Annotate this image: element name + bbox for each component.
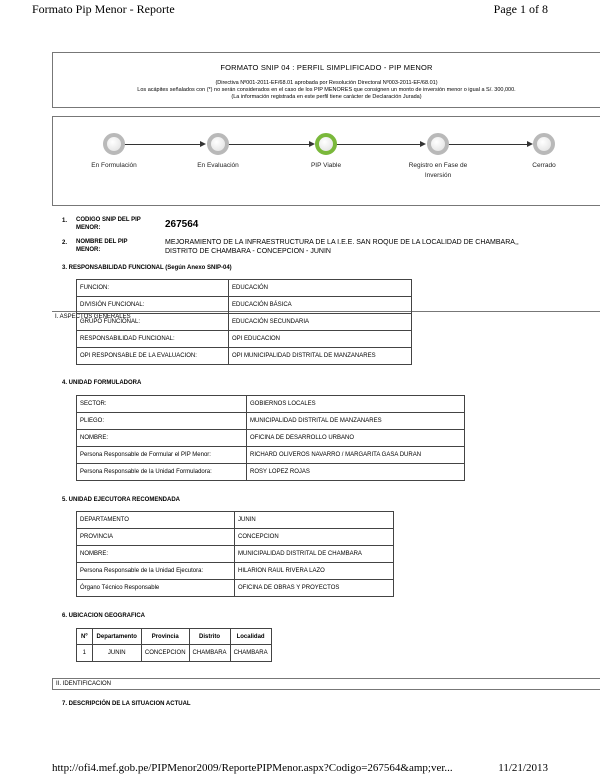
step-circle-icon (427, 133, 449, 155)
directive-note: (Directiva Nº001-2011-EF/68.01 aprobada por Resolución Directoral Nº003-2011-EF/68.01) (215, 80, 438, 86)
nombre-value: MEJORAMIENTO DE LA INFRAESTRUCTURA DE LA I.E.E. SAN ROQUE DE LA LOCALIDAD DE CHAMBARA,, DISTRITO DE CHAMBARA - CONCEPCION - JUNIN (165, 239, 519, 255)
table-row: PROVINCIA CONCEPCION (77, 529, 394, 546)
step-evaluacion: En Evaluación (163, 133, 273, 171)
status-steps (91, 133, 556, 183)
browser-title: Formato Pip Menor - Reporte (32, 2, 175, 16)
table-header-row: Nº Departamento Provincia Distrito Localidad (77, 629, 272, 645)
step-circle-icon (103, 133, 125, 155)
codigo-label: CODIGO SNIP DEL PIP MENOR: (76, 217, 141, 231)
table-row: SECTOR: GOBIERNOS LOCALES (77, 396, 465, 413)
footer-url-link[interactable]: http://ofi4.mef.gob.pe/PIPMenor2009/ReportePIPMenor.aspx?Codigo=267564&amp;ver... (52, 762, 453, 774)
table-row: 1 JUNIN CONCEPCION CHAMBARA CHAMBARA (77, 645, 272, 662)
step-circle-icon (533, 133, 555, 155)
table-row: RESPONSABILIDAD FUNCIONAL: OPI EDUCACION (77, 331, 412, 348)
descripcion-heading: 7. DESCRIPCIÓN DE LA SITUACION ACTUAL (62, 701, 191, 707)
table-row: PLIEGO: MUNICIPALIDAD DISTRITAL DE MANZANARES (77, 413, 465, 430)
table-row: NOMBRE: MUNICIPALIDAD DISTRITAL DE CHAMBARA (77, 546, 394, 563)
step-pip-viable: PIP Viable (271, 133, 381, 171)
table-row: Persona Responsable de la Unidad Ejecutora: HILARION RAUL RIVERA LAZO (77, 563, 394, 580)
table-row: DEPARTAMENTO JUNIN (77, 512, 394, 529)
table-row: DIVISIÓN FUNCIONAL: EDUCACIÓN BÁSICA (77, 297, 412, 314)
step-registro-inversion: Registro en Fase de Inversión (383, 133, 493, 181)
item-number: 2. (62, 240, 68, 246)
responsabilidad-heading: 3. RESPONSABILIDAD FUNCIONAL (Según Anexo SNIP-04) (62, 265, 232, 271)
table-row: NOMBRE: OFICINA DE DESARROLLO URBANO (77, 430, 465, 447)
table-row: OPI RESPONSABLE DE LA EVALUACION: OPI MUNICIPALIDAD DISTRITAL DE MANZANARES (77, 348, 412, 365)
exception-note: Los acápites señalados con (*) no serán considerados en el caso de los PIP MENORES que consignen un monto de inversión menor o igual a S/. 300,000. (137, 87, 516, 93)
table-row: GRUPO FUNCIONAL: EDUCACIÓN SECUNDARIA (77, 314, 412, 331)
formuladora-heading: 4. UNIDAD FORMULADORA (62, 380, 142, 386)
formuladora-table (76, 395, 465, 481)
ubicacion-heading: 6. UBICACION GEOGRAFICA (62, 613, 146, 619)
responsabilidad-table (76, 279, 412, 365)
ejecutora-heading: 5. UNIDAD EJECUTORA RECOMENDADA (62, 497, 181, 503)
table-row: Persona Responsable de la Unidad Formuladora: ROSY LOPEZ ROJAS (77, 464, 465, 481)
step-circle-icon (207, 133, 229, 155)
ejecutora-table (76, 511, 394, 597)
form-title: FORMATO SNIP 04 : PERFIL SIMPLIFICADO - PIP MENOR (220, 63, 433, 72)
step-cerrado: Cerrado (489, 133, 599, 171)
nombre-label: NOMBRE DEL PIP MENOR: (76, 239, 128, 253)
item-number: 1. (62, 218, 68, 224)
form-header-box (52, 52, 600, 108)
section-aspectos-generales: I. ASPECTOS GENERALES (52, 311, 600, 323)
table-row: FUNCION: EDUCACIÓN (77, 280, 412, 297)
table-row: Persona Responsable de Formular el PIP Menor: RICHARD OLIVEROS NAVARRO / MARGARITA GASA DURAN (77, 447, 465, 464)
step-active-circle-icon (315, 133, 337, 155)
step-formulacion: En Formulación (59, 133, 169, 171)
section-identificacion: II. IDENTIFICACION (52, 678, 600, 690)
footer-date: 11/21/2013 (498, 762, 548, 774)
page-counter: Page 1 of 8 (493, 2, 548, 16)
codigo-value: 267564 (165, 219, 199, 230)
table-row: Órgano Técnico Responsable OFICINA DE OBRAS Y PROYECTOS (77, 580, 394, 597)
declaration-note: (La información registrada en este perfil tiene carácter de Declaración Jurada) (231, 94, 422, 100)
ubicacion-table (76, 628, 272, 662)
